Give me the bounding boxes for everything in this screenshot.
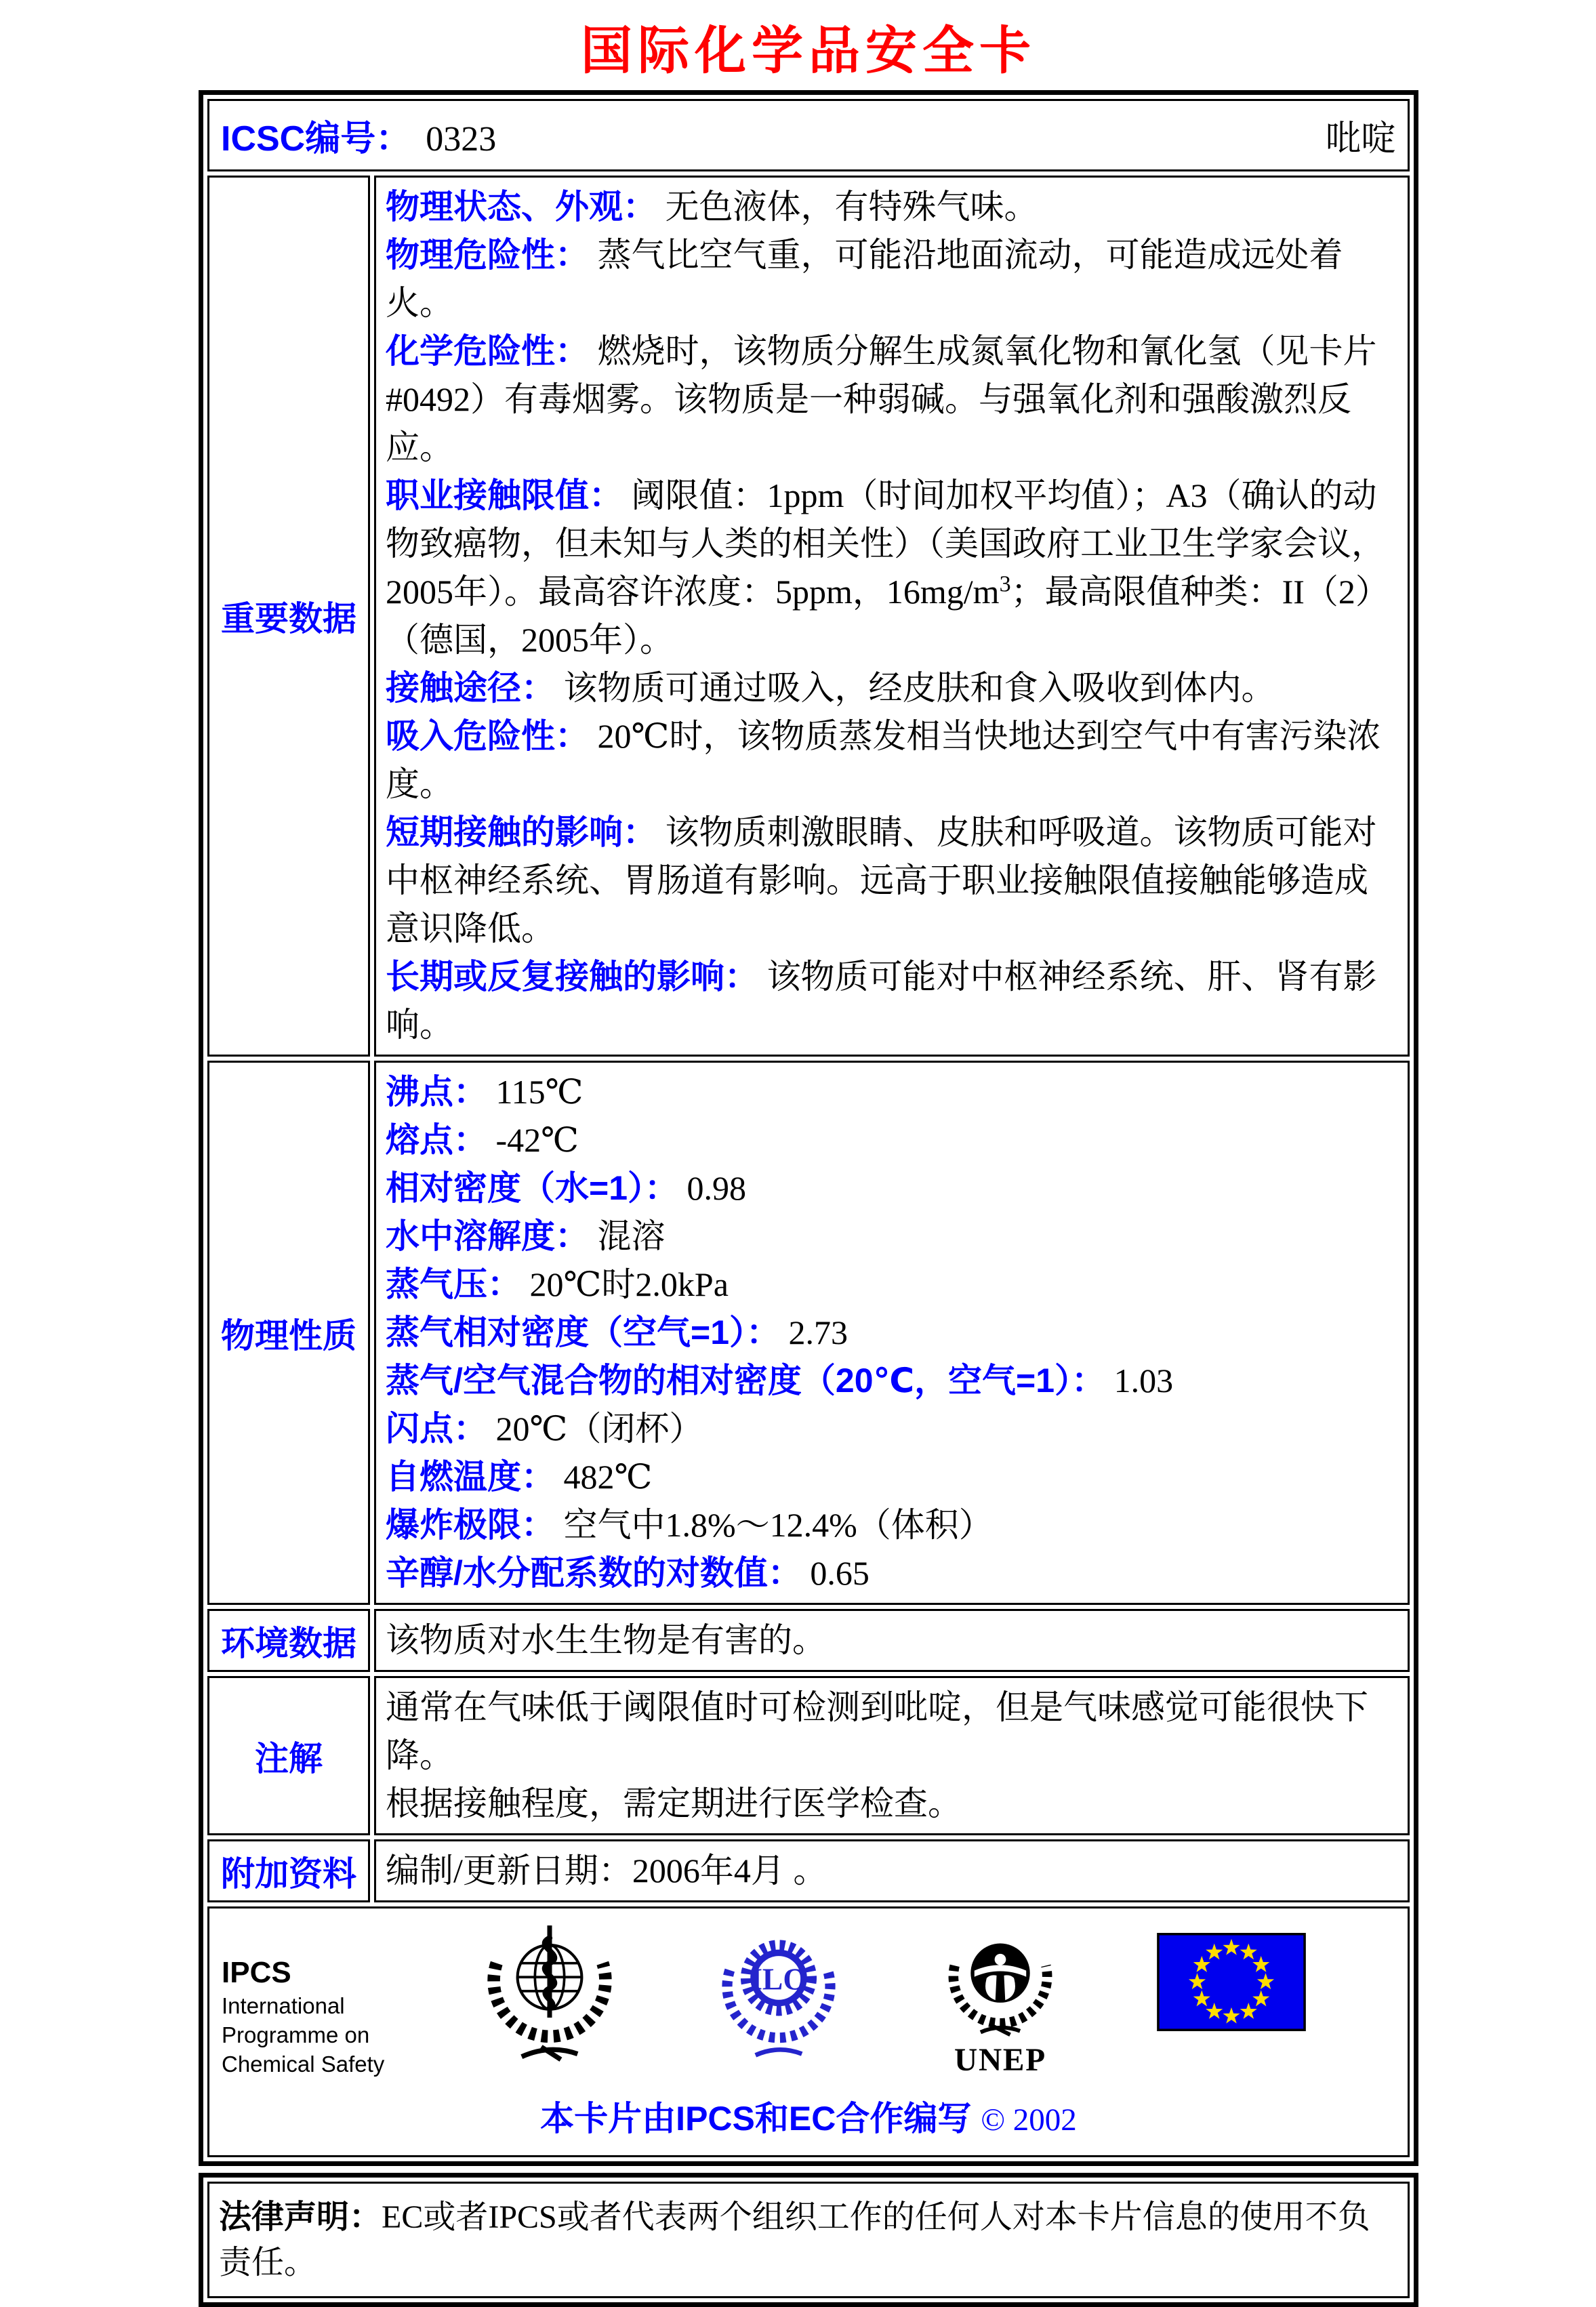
field-label: 蒸气压： (386, 1265, 521, 1303)
field-label: 长期或反复接触的影响： (386, 958, 758, 996)
field-long-term-effects (386, 953, 1398, 1049)
section-label-notes: 注解 (207, 1676, 370, 1835)
field-routes-of-exposure (386, 664, 1398, 712)
field-label: 物理危险性： (386, 236, 589, 274)
section-label-environmental-data: 环境数据 (207, 1609, 370, 1672)
field-value: 混溶 (597, 1217, 666, 1255)
field-label: 沸点： (386, 1073, 487, 1111)
field-vapor-relative-density (386, 1309, 1398, 1357)
field-value: 0.98 (687, 1169, 747, 1207)
notes-line: 根据接触程度，需定期进行医学检查。 (386, 1784, 962, 1822)
field-explosive-limits (386, 1501, 1398, 1549)
who-logo-icon (480, 1918, 619, 2070)
section-label-physical-properties: 物理性质 (207, 1061, 370, 1605)
additional-info-content (374, 1839, 1410, 1902)
field-label: 短期接触的影响： (386, 813, 657, 851)
logos-cell (207, 1906, 1410, 2157)
icsc-number-label: ICSC编号： (221, 119, 411, 159)
field-relative-density (386, 1164, 1398, 1212)
header-cell (207, 99, 1410, 171)
notes-content (374, 1676, 1410, 1835)
important-data-content (374, 176, 1410, 1057)
field-label: 相对密度（水=1）： (386, 1169, 679, 1207)
field-value: 蒸气比空气重，可能沿地面流动，可能造成远处着火。 (386, 236, 1343, 322)
field-value: -42℃ (495, 1121, 579, 1159)
field-label: 吸入危险性： (386, 717, 589, 755)
field-value: 该物质刺激眼睛、皮肤和呼吸道。该物质可能对中枢神经系统、胃肠道有影响。远高于职业接触限值接触能够造成意识降低。 (386, 813, 1377, 947)
eu-flag-icon (1157, 1933, 1306, 2031)
important-data-row (207, 176, 1410, 1057)
field-value: 482℃ (563, 1458, 653, 1496)
ilo-logo-icon (714, 1926, 843, 2066)
icsc-number-value: 0323 (426, 120, 497, 159)
field-flash-point (386, 1405, 1398, 1453)
field-physical-dangers (386, 231, 1398, 327)
icsc-card-table (199, 90, 1418, 2166)
field-label: 闪点： (386, 1410, 487, 1448)
ipcs-line: Chemical Safety (222, 2051, 385, 2077)
field-value: 0.65 (810, 1554, 869, 1592)
environmental-data-row (207, 1609, 1410, 1672)
header-row (207, 99, 1410, 171)
field-boiling-point (386, 1068, 1398, 1116)
additional-info-row (207, 1839, 1410, 1902)
superscript-3: 3 (999, 571, 1011, 597)
logos-strip (216, 1918, 1401, 2079)
logos-row (207, 1906, 1410, 2157)
ipcs-acronym: IPCS (222, 1956, 291, 1989)
header-content (210, 102, 1407, 169)
notes-line: 通常在气味低于阈限值时可检测到吡啶，但是气味感觉可能很快下降。 (386, 1688, 1368, 1774)
unep-logo-icon (939, 1926, 1062, 2078)
additional-info-text: 编制/更新日期：2006年4月 。 (386, 1852, 827, 1890)
card-caption (216, 2079, 1401, 2151)
field-value: 115℃ (495, 1073, 584, 1111)
ipcs-line: International (222, 1993, 345, 2019)
section-label-additional-info: 附加资料 (207, 1839, 370, 1902)
field-autoignition-temperature (386, 1453, 1398, 1501)
field-value-after: ；最高限值种类：II（2）（德国，2005年）。 (386, 573, 1389, 659)
chemical-name: 吡啶 (1325, 120, 1396, 159)
field-label: 水中溶解度： (386, 1217, 589, 1255)
field-label: 蒸气/空气混合物的相对密度（20℃，空气=1）： (386, 1362, 1106, 1400)
document-area (199, 0, 1418, 2307)
field-vapor-air-mixture-density (386, 1357, 1398, 1405)
field-value: 无色液体，有特殊气味。 (665, 188, 1038, 226)
environmental-data-text: 该物质对水生生物是有害的。 (386, 1621, 826, 1659)
field-label: 接触途径： (386, 669, 555, 707)
field-inhalation-risk (386, 712, 1398, 809)
field-value: 20℃（闭杯） (495, 1410, 703, 1448)
legal-notice-table (199, 2173, 1418, 2307)
field-value: 该物质可通过吸入，经皮肤和食入吸收到体内。 (563, 669, 1275, 707)
copyright-text: © 2002 (981, 2102, 1077, 2138)
field-chemical-dangers (386, 327, 1398, 472)
physical-properties-row (207, 1061, 1410, 1605)
ilo-letters: ILO (750, 1961, 807, 1997)
section-label-important-data: 重要数据 (207, 176, 370, 1057)
field-short-term-effects (386, 809, 1398, 953)
field-value: 20℃时，该物质蒸发相当快地达到空气中有害污染浓度。 (386, 717, 1381, 803)
field-label: 物理状态、外观： (386, 188, 657, 226)
caption-text: 本卡片由IPCS和EC合作编写 (540, 2099, 972, 2138)
legal-notice-text: EC或者IPCS或者代表两个组织工作的任何人对本卡片信息的使用不负责任。 (219, 2199, 1370, 2281)
field-value: 燃烧时，该物质分解生成氮氧化物和氰化氢（见卡片#0492）有毒烟雾。该物质是一种弱碱。与强氧化剂和强酸激烈反应。 (386, 332, 1377, 466)
physical-properties-content (374, 1061, 1410, 1605)
ipcs-line: Programme on (222, 2022, 370, 2048)
field-value: 2.73 (788, 1313, 848, 1351)
field-value: 该物质可能对中枢神经系统、肝、肾有影响。 (386, 958, 1377, 1044)
legal-notice-label: 法律声明： (219, 2199, 382, 2235)
field-label: 化学危险性： (386, 332, 589, 370)
field-occupational-exposure-limits (386, 472, 1398, 664)
field-physical-state (386, 183, 1398, 231)
field-value: 1.03 (1113, 1362, 1174, 1400)
field-label: 熔点： (386, 1121, 487, 1159)
field-octanol-water-partition (386, 1549, 1398, 1597)
ipcs-text-block (222, 1922, 384, 2079)
field-value: 阈限值：1ppm（时间加权平均值）；A3（确认的动物致癌物，但未知与人类的相关性）（美国政府工业卫生学家会议，2005年）。最高容许浓度：5ppm，16mg/m (386, 476, 1385, 611)
field-label: 职业接触限值： (386, 476, 623, 514)
page-title: 国际化学品安全卡 (581, 23, 1036, 80)
field-label: 辛醇/水分配系数的对数值： (386, 1554, 802, 1592)
field-label: 自燃温度： (386, 1458, 555, 1496)
field-value: 空气中1.8%～12.4%（体积） (563, 1506, 993, 1544)
field-vapor-pressure (386, 1261, 1398, 1309)
unep-letters: UNEP (954, 2043, 1046, 2078)
notes-row (207, 1676, 1410, 1835)
environmental-data-content (374, 1609, 1410, 1672)
field-value: 20℃时2.0kPa (529, 1265, 729, 1303)
field-water-solubility (386, 1212, 1398, 1261)
legal-notice-row (207, 2182, 1410, 2298)
field-melting-point (386, 1116, 1398, 1164)
icsc-number-group (221, 110, 496, 161)
legal-notice-cell (207, 2182, 1410, 2298)
field-label: 蒸气相对密度（空气=1）： (386, 1313, 781, 1351)
field-label: 爆炸极限： (386, 1506, 555, 1544)
